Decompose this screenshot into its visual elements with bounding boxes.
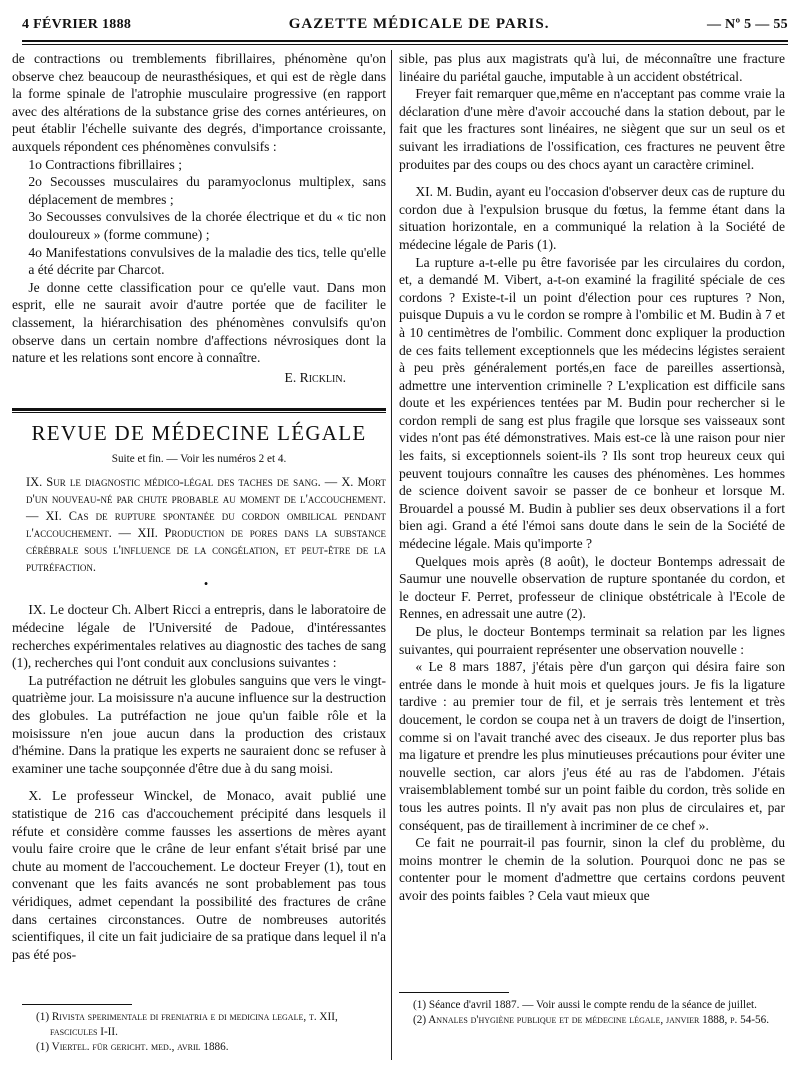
paragraph: La putréfaction ne détruit les globules sanguins que vers le vingt-quatrième jour. La moisissure n'a aucune influence sur la destruction des globules. La putréfaction ne joue qu'un faible rôle et la moisissure n'en joue aucun dans la production des cristaux d'hémine. Dans la pratique les experts ne sauraient donc se refuser à examiner une tache soupçonnée d'être due à du sang moisi. [12,672,386,776]
paragraph: Ce fait ne pourrait-il pas fournir, sinon la clef du problème, du moins montrer le chemin de la solution. Pourquoi donc ne pas se contenter pour le moment d'admettre que certains cordons peuvent avoir des points faibles ? Cela vaut mieux que [399,835,785,903]
footnote: (2) Annales d'hygiène publique et de médecine légale, janvier 1888, p. 54-56. [413,1014,770,1026]
footnote: (1) Viertel. für gericht. med., avril 1886. [36,1041,229,1053]
footnote: (1) Séance d'avril 1887. — Voir aussi le compte rendu de la séance de juillet. [413,999,757,1011]
paragraph: XI. M. Budin, ayant eu l'occasion d'observer deux cas de rupture du cordon due à l'expulsion brusque du fœtus, la femme étant dans la situation horizontale, en a communiqué la relation à la Société de médecine légale de Paris (1). [399,184,785,252]
header-rule-thin [22,44,788,45]
paragraph: X. Le professeur Winckel, de Monaco, avait publié une statistique de 216 cas d'accouchement précipité dans lesquels il réfute et considère comme fausses les assertions de mères ayant voulu faire croire que le crâne de leur enfant s'était brisé par une chute au moment de l'accouchement. Le docteur Freyer (1), tout en convenant que les faits avancés ne sont probablement pas tous véridiques, admet cependant la possibilité des fractures de crâne dans certaines circonstances. Outre de nombreuses autorités scientifiques, il cite un fait judiciaire de sa pratique dans lequel il n'a pas été pos- [12,788,386,962]
contents-bullet: • [203,577,209,592]
footnote-rule [22,1004,132,1005]
list-item: 4o Manifestations convulsives de la maladie des tics, telle qu'elle a été décrite par Charcot. [28,244,386,278]
contents-text: IX. Sur le diagnostic médico-légal des taches de sang. — X. Mort d'un nouveau-né par chute probable au moment de l'accouchement. — XI. Cas de rupture spontanée du cordon ombilical pendant l'accouchement. — XII. Production de pores dans la substance cérébrale sous l'influence de la congélation, et peut-être de la putréfaction. [26,475,386,575]
section-subtitle: Suite et fin. — Voir les numéros 2 et 4. [111,452,287,465]
footnote: (1) Rivista sperimentale di freniatria e di medicina legale, t. XII, fascicules I-II. [36,1011,338,1038]
paragraph: De plus, le docteur Bontemps terminait sa relation par les lignes suivantes, qui pourraient représenter une observation nouvelle : [399,624,785,657]
column-divider [391,50,392,1060]
section-title: REVUE DE MÉDECINE LÉGALE [31,421,367,446]
footnotes-right [399,998,785,1028]
section-rule-thin [12,412,386,413]
header-rule [22,40,788,42]
quotation: « Le 8 mars 1887, j'étais père d'un garçon qui désira faire son entrée dans le monde à huit mois et quelques jours. Je fis la ligature tardive : au premier tour de fil, et je serrais très lentement et très doucement, le cordon se coupa net à un travers de doigt de l'insertion, comme si on l'avait tranché avec des ciseaux. Je dus reporter plus bas ma ligature et prendre les plus minutieuses précautions pour éviter une nouvelle section, car alors j'eus été au ras de l'abdomen. J'étais vraisemblablement tombé sur un point faible du cordon, très solide en tous les autres points. Il n'y avait pas non plus de circulaires et, par conséquent, pas de tiraillement à incriminer de ce chef ». [399,659,785,833]
paragraph: sible, pas plus aux magistrats qu'à lui, de méconnaître une fracture linéaire du pariétal gauche, imputable à un accident obstétrical. [399,51,785,84]
footnotes-left [22,1010,386,1055]
paragraph: La rupture a-t-elle pu être favorisée par les circulaires du cordon, et, a demandé M. Vibert, a-t-on examiné la fragilité spéciale de ces cordons ? Existe-t-il un point d'élection pour ces ruptures ? Non, puisque Dupuis a vu le cordon se rompre à l'ombilic et M. Budin à 7 et à 10 centimètres de l'ombilic. Comment donc expliquer la production de ces faits tellement exceptionnels que les médecins légistes seraient à peu près généralement portés,en face de pareilles assertionsà, admettre une intervention criminelle ? L'explication est difficile sans doute et les expériences tentées par M. Budin pour rechercher si le cordon rempli de sang est plus fragile que lorsque ses vaisseaux sont vides n'ont pas été démonstratives. Mais est-ce là une raison pour nier les faits, si exceptionnels soient-ils ? Ils sont trop heureux ceux qui peuvent toujours connaître les causes des phénomènes. Les hommes de science doivent savoir se passer de ce bonheur et lorsque M. Brouardel a poussé M. Budin à publier ses deux observations il a fort bien agi. Grand a été l'émoi sans doute dans le sein de la Société de médecine légale. Mais qu'importe ? [399,254,785,552]
paragraph-gap [12,777,386,787]
journal-title: GAZETTE MÉDICALE DE PARIS. [288,16,550,32]
section-rule-thick [12,408,386,411]
paragraph: IX. Le docteur Ch. Albert Ricci a entrepris, dans le laboratoire de médecine légale de l'Université de Padoue, d'intéressantes recherches expérimentales relatives au diagnostic des taches de sang (1), recherches qui l'ont conduit aux conclusions suivantes : [12,602,386,671]
list-item: 1o Contractions fibrillaires ; [28,156,182,172]
author-signature: E. Ricklin. [284,369,346,385]
footnote-rule [399,992,509,993]
right-column [399,50,785,905]
paragraph: Je donne cette classification pour ce qu'elle vaut. Dans mon esprit, elle ne saurait avoir d'autre portée que de faciliter le classement, la hiérarchisation des phénomènes convulsifs qu'on observe dans un certain nombre d'affections névrosiques dont la nature et les relations sont encore à connaître. [12,279,386,366]
page-header [22,16,788,38]
issue-number-page: — Nº 5 — 55 [706,17,788,32]
list-item: 3o Secousses convulsives de la chorée électrique et du « tic non douloureux » (forme commune) ; [28,209,386,242]
paragraph: Freyer fait remarquer que,même en n'acceptant pas comme vraie la déclaration d'une mère d'avoir accouché dans la station debout, par le fait que les fractures sont linéaires, ne siègent que sur un seul os et suivant les irradiations de l'ossification, ces fractures ne peuvent être produites par des coups ou des chocs ayant un caractère criminel. [399,86,785,172]
paragraph: de contractions ou tremblements fibrillaires, phénomène qu'on observe chez beaucoup de neurasthésiques, et qui est de règle dans la forme spinale de l'atrophie musculaire progressive (en rapport avec des altérations de la substance grise des cornes antérieures, on peut établir l'échelle suivante des degrés, d'importance croissante, auxquels répondent ces phénomènes convulsifs : [12,51,386,154]
paragraph-gap [399,173,785,183]
list-item: 2o Secousses musculaires du paramyoclonus multiplex, sans déplacement de membres ; [28,174,386,207]
section-contents [12,474,386,593]
paragraph: Quelques mois après (8 août), le docteur Bontemps adressait de Saumur une nouvelle observation de rupture spontanée du cordon, et le docteur F. Perret, professeur de clinique obstétricale à l'Ecole de Rennes, en adressait une autre (2). [399,553,785,622]
issue-date: 4 FÉVRIER 1888 [22,17,132,32]
left-column [12,50,386,963]
